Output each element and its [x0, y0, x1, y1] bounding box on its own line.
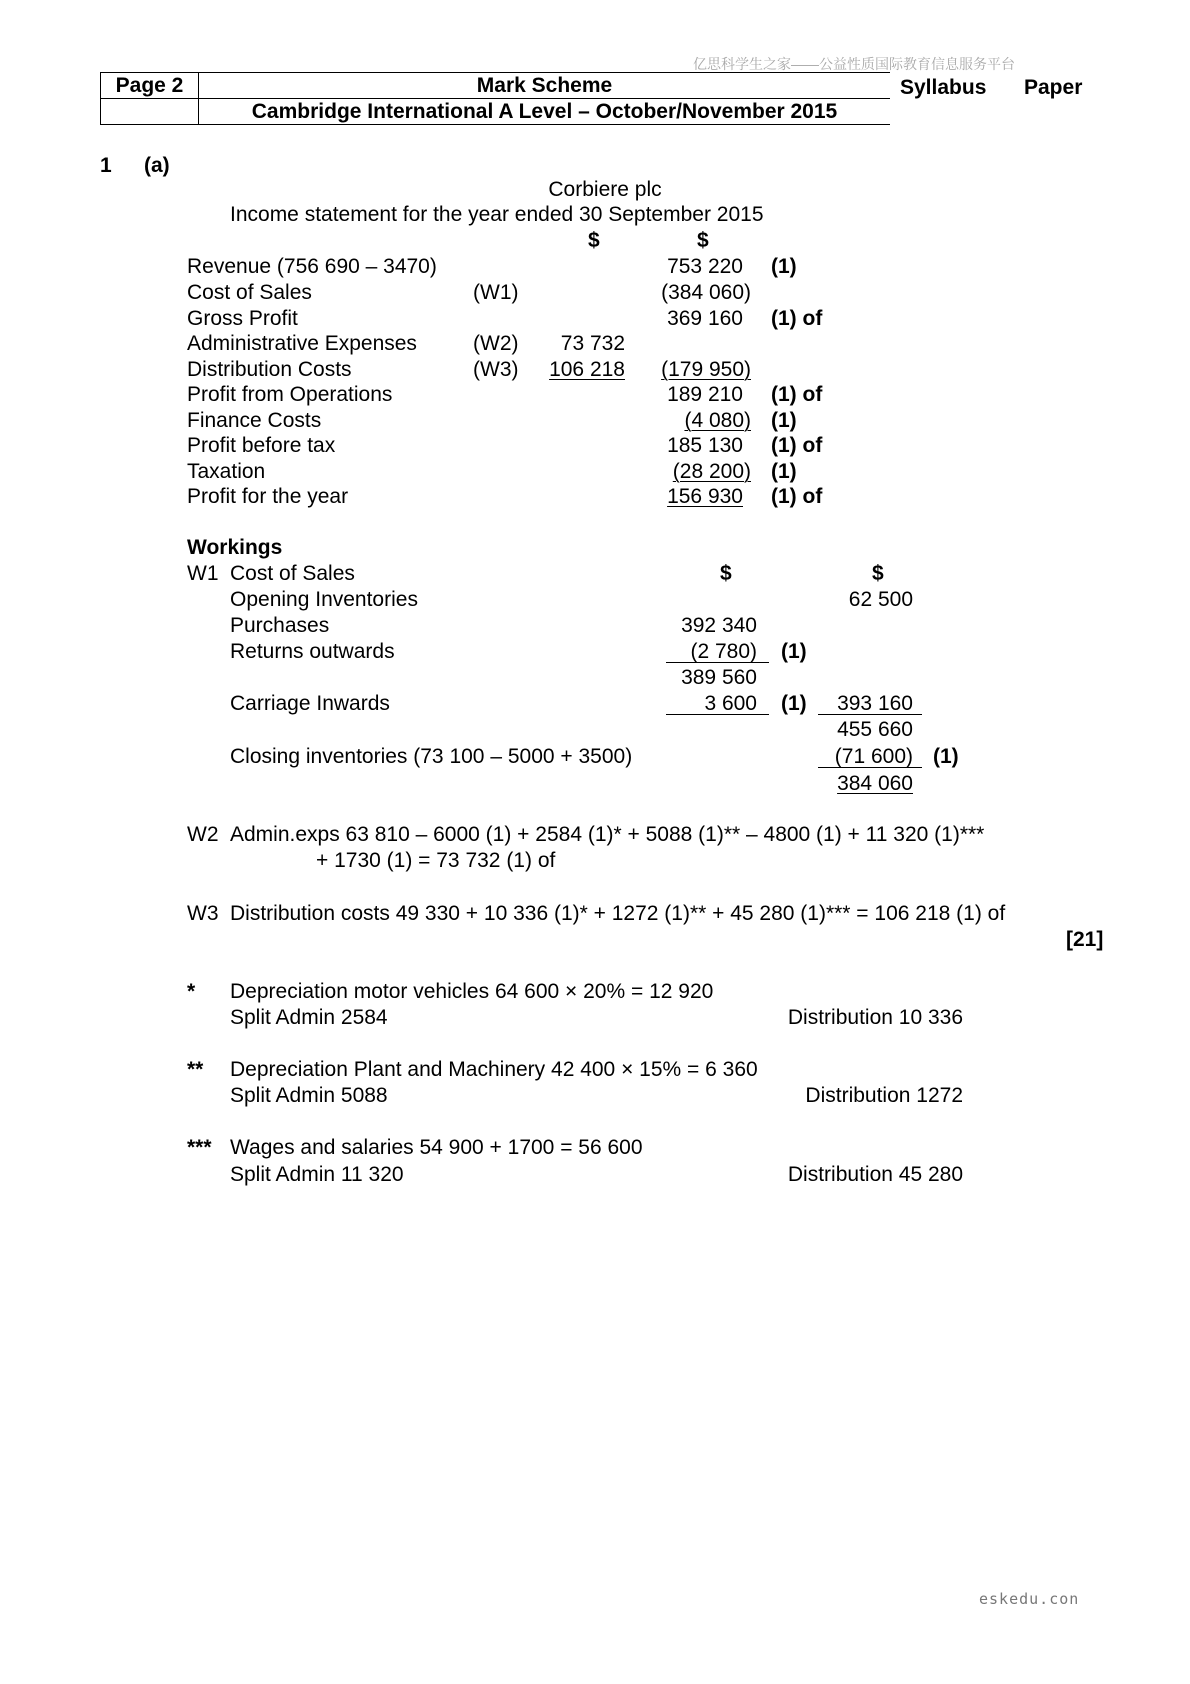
document-title: Mark Scheme	[199, 73, 891, 99]
statement-row-col2: 753 220	[667, 255, 743, 278]
statement-col2-head: $	[697, 229, 709, 252]
note-split-admin: Split Admin 11 320	[230, 1163, 404, 1186]
statement-row-mark: (1) of	[771, 434, 823, 457]
statement-row-col2: 369 160	[667, 307, 743, 330]
syllabus-label: Syllabus	[900, 76, 987, 99]
header-table	[100, 72, 890, 125]
statement-row-col1: 73 732	[560, 332, 625, 355]
w1-purchases-value: 392 340	[681, 614, 757, 637]
statement-row-col2: (4 080)	[684, 409, 751, 432]
statement-row-col2: 156 930	[667, 485, 743, 508]
w1-col1-head: $	[720, 562, 732, 585]
document-subtitle: Cambridge International A Level – October/November 2015	[199, 99, 891, 125]
w1-carriage-value: 3 600	[704, 692, 757, 715]
note-split-distribution: Distribution 45 280	[787, 1163, 963, 1186]
note-split-admin: Split Admin 5088	[230, 1084, 388, 1107]
statement-row-ref: (W2)	[473, 332, 519, 355]
statement-row-col2: (179 950)	[661, 358, 751, 381]
paper-label: Paper	[1024, 76, 1083, 99]
w3-line1: Distribution costs 49 330 + 10 336 (1)* + 1272 (1)** + 45 280 (1)*** = 106 218 (1) of	[230, 902, 1006, 925]
w2-code: W2	[187, 823, 219, 846]
note-line: Depreciation Plant and Machinery 42 400 × 15% = 6 360	[230, 1058, 758, 1081]
w1-returns-label: Returns outwards	[230, 640, 395, 663]
company-name: Corbiere plc	[548, 178, 662, 201]
statement-row-label: Profit from Operations	[187, 383, 393, 406]
watermark-text: 亿思科学生之家——公益性质国际教育信息服务平台	[693, 56, 1015, 72]
note-marker: *	[187, 980, 196, 1003]
statement-row-col2: 185 130	[667, 434, 743, 457]
statement-row-ref: (W1)	[473, 281, 519, 304]
w1-returns-mark: (1)	[781, 640, 807, 663]
statement-row-mark: (1)	[771, 409, 797, 432]
note-split-distribution: Distribution 10 336	[787, 1006, 963, 1029]
w1-carriage-mark: (1)	[781, 692, 807, 715]
statement-row-mark: (1) of	[771, 485, 823, 508]
page-number: Page 2	[101, 73, 199, 99]
w1-closing-label: Closing inventories (73 100 – 5000 + 3500)	[230, 745, 633, 768]
statement-row-ref: (W3)	[473, 358, 519, 381]
statement-row-col2: (384 060)	[661, 281, 751, 304]
w1-carriage-label: Carriage Inwards	[230, 692, 390, 715]
w1-col2-head: $	[872, 562, 884, 585]
w1-title: Cost of Sales	[230, 562, 355, 585]
statement-row-col2: 189 210	[667, 383, 743, 406]
note-line: Depreciation motor vehicles 64 600 × 20% = 12 920	[230, 980, 714, 1003]
header-empty-cell	[101, 99, 199, 125]
statement-row-label: Profit for the year	[187, 485, 349, 508]
statement-row-label: Gross Profit	[187, 307, 298, 330]
w1-total: 455 660	[837, 718, 913, 741]
note-line: Wages and salaries 54 900 + 1700 = 56 600	[230, 1136, 643, 1159]
w2-line2: + 1730 (1) = 73 732 (1) of	[316, 849, 556, 872]
statement-row-mark: (1) of	[771, 307, 823, 330]
w1-opening-value: 62 500	[848, 588, 913, 611]
total-marks: [21]	[1066, 928, 1104, 951]
note-marker: ***	[187, 1136, 212, 1159]
statement-row-mark: (1) of	[771, 383, 823, 406]
w1-returns-value: (2 780)	[690, 640, 757, 663]
w1-net-purchases-rule	[818, 714, 922, 715]
workings-heading: Workings	[187, 536, 283, 559]
statement-row-label: Taxation	[187, 460, 266, 483]
statement-row-label: Cost of Sales	[187, 281, 312, 304]
w1-code: W1	[187, 562, 219, 585]
w1-opening-label: Opening Inventories	[230, 588, 418, 611]
statement-row-label: Revenue (756 690 – 3470)	[187, 255, 437, 278]
w1-closing-mark: (1)	[933, 745, 959, 768]
note-split-admin: Split Admin 2584	[230, 1006, 388, 1029]
w1-carriage-rule	[666, 714, 769, 715]
statement-row-label: Distribution Costs	[187, 358, 352, 381]
w3-code: W3	[187, 902, 219, 925]
w1-closing-rule	[818, 767, 922, 768]
question-number: 1	[100, 154, 112, 177]
statement-row-mark: (1)	[771, 460, 797, 483]
statement-title: Income statement for the year ended 30 September 2015	[230, 203, 764, 226]
statement-row-label: Finance Costs	[187, 409, 322, 432]
footer-watermark: eskedu.con	[979, 1590, 1080, 1608]
w1-net-purchases: 393 160	[837, 692, 913, 715]
statement-row-label: Administrative Expenses	[187, 332, 417, 355]
w1-returns-rule	[666, 662, 769, 663]
w1-subtotal: 389 560	[681, 666, 757, 689]
question-part: (a)	[144, 154, 170, 177]
note-split-distribution: Distribution 1272	[805, 1084, 963, 1107]
w1-closing-value: (71 600)	[834, 745, 913, 768]
statement-row-mark: (1)	[771, 255, 797, 278]
w1-cost-of-sales: 384 060	[837, 772, 913, 795]
note-marker: **	[187, 1058, 204, 1081]
statement-row-label: Profit before tax	[187, 434, 336, 457]
statement-row-col1: 106 218	[549, 358, 625, 381]
w2-line1: Admin.exps 63 810 – 6000 (1) + 2584 (1)* + 5088 (1)** – 4800 (1) + 11 320 (1)***	[230, 823, 985, 846]
statement-col1-head: $	[588, 229, 600, 252]
statement-row-col2: (28 200)	[672, 460, 751, 483]
w1-purchases-label: Purchases	[230, 614, 330, 637]
